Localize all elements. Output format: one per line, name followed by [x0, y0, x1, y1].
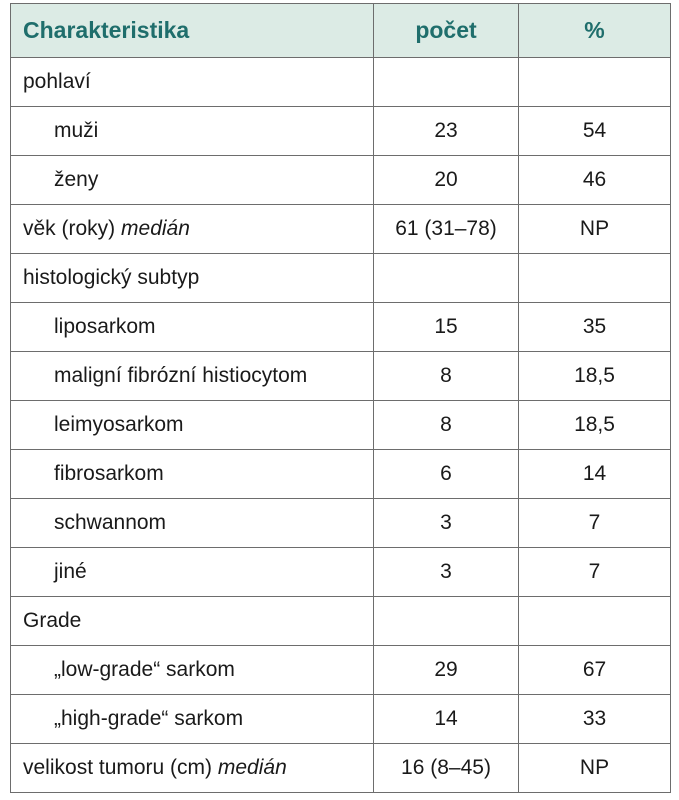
header-percent: % [519, 4, 671, 58]
row-label [11, 499, 374, 548]
row-count [374, 597, 519, 646]
row-count: 15 [374, 303, 519, 352]
table-row [11, 646, 671, 695]
table-row [11, 107, 671, 156]
row-label-text: pohlaví [23, 70, 91, 93]
row-percent [519, 254, 671, 303]
row-label-text: Grade [23, 609, 82, 632]
row-label-text: leimyosarkom [54, 413, 184, 436]
row-label [11, 401, 374, 450]
row-label-text: schwannom [54, 511, 167, 534]
table-row [11, 401, 671, 450]
characteristics-table [10, 3, 671, 793]
row-count: 14 [374, 695, 519, 744]
row-label [11, 107, 374, 156]
table-row [11, 254, 671, 303]
row-label-text: velikost tumoru (cm) [23, 756, 218, 779]
header-characteristic: Charakteristika [11, 4, 374, 58]
row-label [11, 646, 374, 695]
row-percent: 7 [519, 548, 671, 597]
table-row [11, 597, 671, 646]
row-label-text: ženy [54, 168, 99, 191]
row-percent: 46 [519, 156, 671, 205]
row-label-text: fibrosarkom [54, 462, 164, 485]
row-count: 23 [374, 107, 519, 156]
table-row [11, 695, 671, 744]
row-count: 3 [374, 548, 519, 597]
row-label [11, 205, 374, 254]
row-label-text: „low-grade“ sarkom [54, 658, 235, 681]
table-row [11, 156, 671, 205]
row-label-text: muži [54, 119, 99, 142]
row-count: 8 [374, 401, 519, 450]
row-label-text: maligní fibrózní histiocytom [54, 364, 308, 387]
table-row [11, 303, 671, 352]
table-row [11, 548, 671, 597]
header-count: počet [374, 4, 519, 58]
row-count: 3 [374, 499, 519, 548]
row-count [374, 58, 519, 107]
row-label [11, 548, 374, 597]
table-row [11, 744, 671, 793]
row-label [11, 58, 374, 107]
header-row [11, 4, 671, 58]
row-percent: NP [519, 744, 671, 793]
row-label-text: jiné [54, 560, 87, 583]
row-label [11, 695, 374, 744]
table-row [11, 205, 671, 254]
row-percent: 18,5 [519, 401, 671, 450]
row-count: 61 (31–78) [374, 205, 519, 254]
row-percent [519, 58, 671, 107]
row-label [11, 597, 374, 646]
row-count [374, 254, 519, 303]
row-percent: 54 [519, 107, 671, 156]
row-percent: 67 [519, 646, 671, 695]
row-count: 20 [374, 156, 519, 205]
row-label-emphasis: medián [121, 217, 190, 240]
row-label-text: liposarkom [54, 315, 156, 338]
table-row [11, 352, 671, 401]
row-count: 8 [374, 352, 519, 401]
row-percent: 18,5 [519, 352, 671, 401]
row-label-text: histologický subtyp [23, 266, 200, 289]
row-percent: NP [519, 205, 671, 254]
row-label-emphasis: medián [217, 756, 287, 779]
row-label [11, 450, 374, 499]
row-label [11, 303, 374, 352]
row-label-text: věk (roky) [23, 217, 122, 240]
row-percent: 14 [519, 450, 671, 499]
row-percent: 33 [519, 695, 671, 744]
row-label [11, 156, 374, 205]
table-row [11, 450, 671, 499]
row-label [11, 352, 374, 401]
row-label-text: „high-grade“ sarkom [54, 707, 244, 730]
row-percent: 7 [519, 499, 671, 548]
row-label [11, 254, 374, 303]
row-percent [519, 597, 671, 646]
row-count: 16 (8–45) [374, 744, 519, 793]
table-row [11, 58, 671, 107]
row-count: 29 [374, 646, 519, 695]
row-count: 6 [374, 450, 519, 499]
table-row [11, 499, 671, 548]
row-label [11, 744, 374, 793]
row-percent: 35 [519, 303, 671, 352]
